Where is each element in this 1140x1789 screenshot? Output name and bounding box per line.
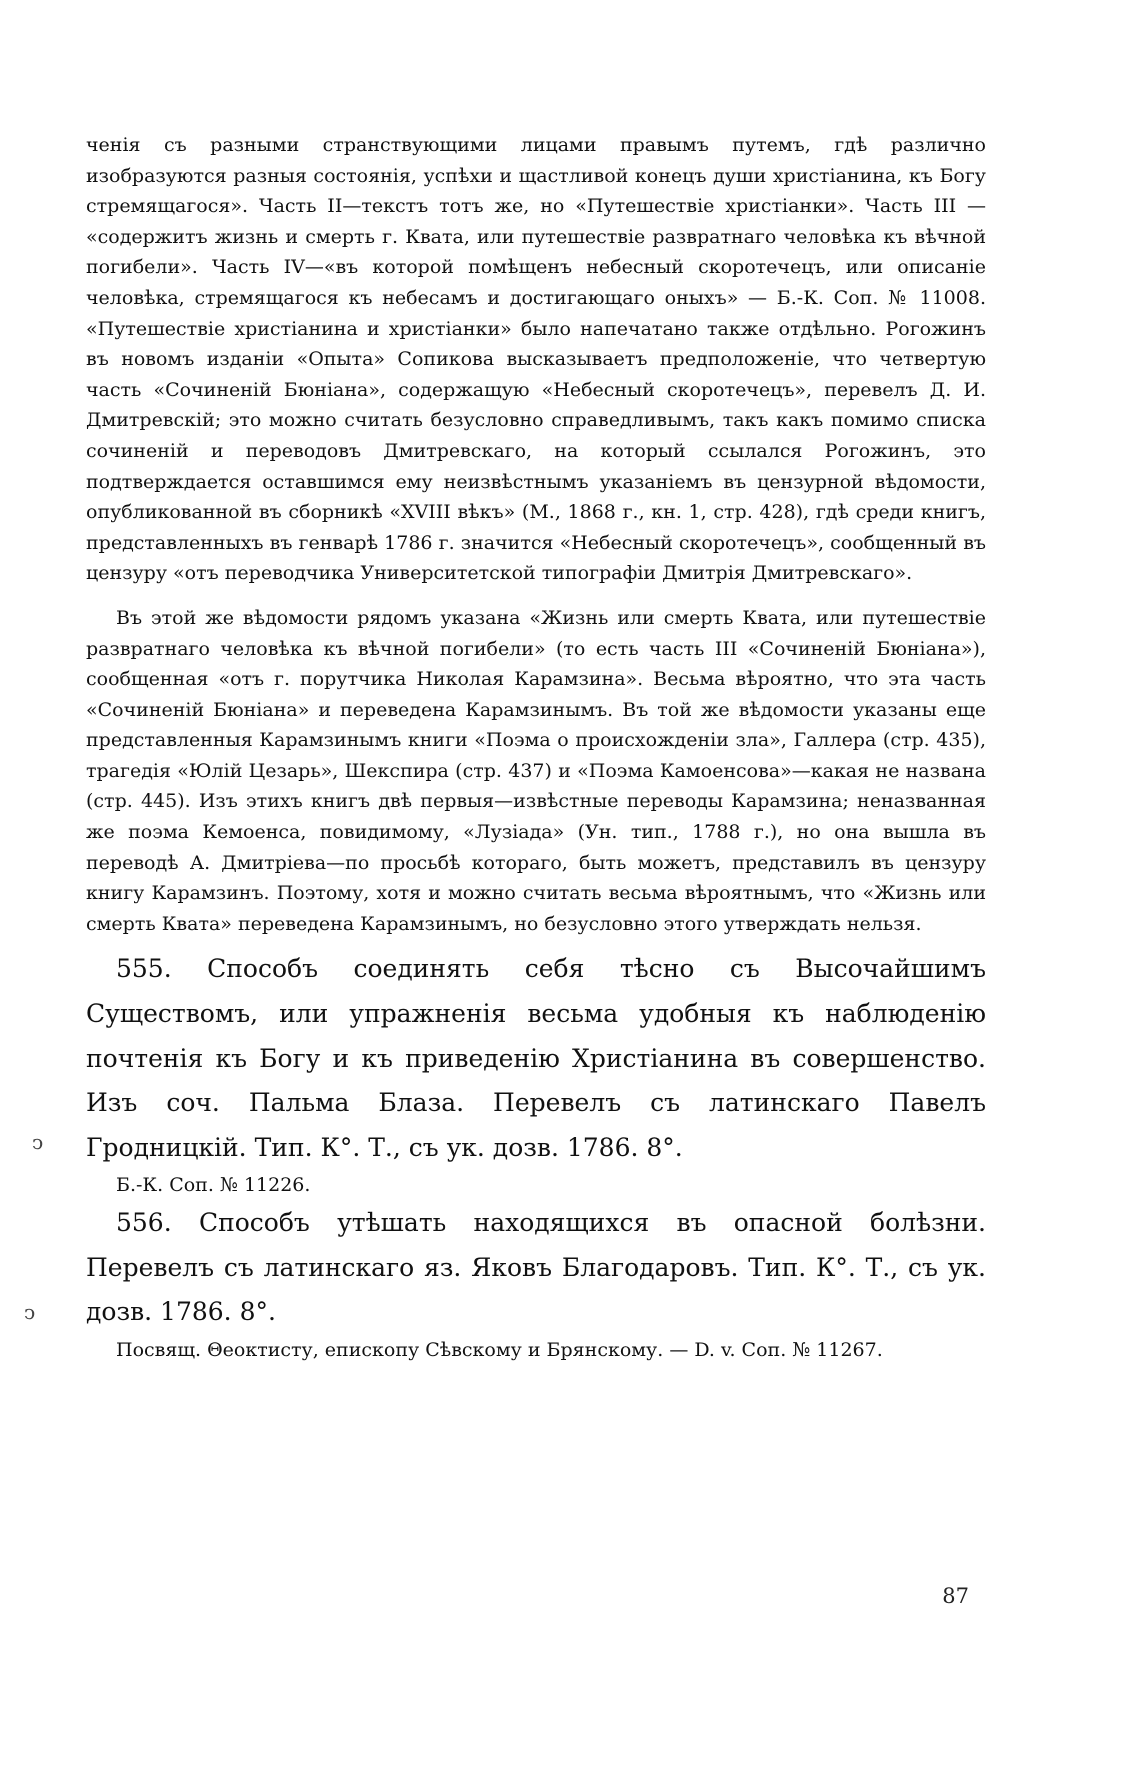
entry-556: 556. Способъ утѣшать находящихся въ опасной болѣзни. Перевелъ съ латинскаго яз. Яковъ Благодаровъ. Тип. К°. Т., съ ук. дозв. 1786. 8°.	[86, 1208, 986, 1327]
page-number: 87	[942, 1584, 969, 1608]
note-555: Б.-К. Соп. № 11226.	[116, 1174, 311, 1197]
paragraph-continuation: ченія съ разными странствующими лицами правымъ путемъ, гдѣ различно изобразуются разныя состоянія, успѣхи и щастливой конецъ души христіанина, къ Богу стремящагося». Часть II—текстъ тотъ же, но «Путешествіе христіанки». Часть III — «содержитъ жизнь и смерть г. Квата, или путешествіе развратнаго человѣка къ вѣчной погибели». Часть IV—«въ которой помѣщенъ небесный скоротечецъ, или описаніе человѣка, стремящагося къ небесамъ и достигающаго оныхъ» — Б.-К. Соп. № 11008. «Путешествіе христіанина и христіанки» было напечатано также отдѣльно. Рогожинъ въ новомъ изданіи «Опыта» Сопикова высказываетъ предположеніе, что четвертую часть «Сочиненій Бюніана», содержащую «Небесный скоротечецъ», перевелъ Д. И. Дмитревскій; это можно считать безусловно справедливымъ, такъ какъ помимо списка сочиненій и переводовъ Дмитревскаго, на который ссылался Рогожинъ, это подтверждается оставшимся ему неизвѣстнымъ указаніемъ въ цензурной вѣдомости, опубликованной въ сборникѣ «XVIII вѣкъ» (М., 1868 г., кн. 1, стр. 428), гдѣ среди книгъ, представленныхъ въ генварѣ 1786 г. значится «Небесный скоротечецъ», сообщенный въ цензуру «отъ переводчика Университетской типографіи Дмитрія Дмитревскаго».	[86, 134, 986, 585]
margin-mark: ↄ	[24, 1300, 36, 1324]
document-page	[86, 130, 986, 1750]
note-556: Посвящ. Θеоктисту, епископу Сѣвскому и Брянскому. — D. v. Соп. № 11267.	[116, 1338, 883, 1361]
margin-mark: ↄ	[32, 1130, 44, 1154]
paragraph-karamzin: Въ этой же вѣдомости рядомъ указана «Жизнь или смерть Квата, или путешествіе развратнаго человѣка къ вѣчной погибели» (то есть часть III «Сочиненій Бюніана»), сообщенная «отъ г. порутчика Николая Карамзина». Весьма вѣроятно, что эта часть «Сочиненій Бюніана» и переведена Карамзинымъ. Въ той же вѣдомости указаны еще представленныя Карамзинымъ книги «Поэма о происхожденіи зла», Галлера (стр. 435), трагедія «Юлій Цезарь», Шекспира (стр. 437) и «Поэма Камоенсова»—какая не названа (стр. 445). Изъ этихъ книгъ двѣ первыя—извѣстные переводы Карамзина; неназванная же поэма Кемоенса, повидимому, «Лузіада» (Ун. тип., 1788 г.), но она вышла въ переводѣ А. Дмитріева—по просьбѣ котораго, быть можетъ, представилъ въ цензуру книгу Карамзинъ. Поэтому, хотя и можно считать весьма вѣроятнымъ, что «Жизнь или смерть Квата» переведена Карамзинымъ, но безусловно этого утверждать нельзя.	[86, 606, 986, 935]
entry-555: 555. Способъ соединять себя тѣсно съ Высочайшимъ Существомъ, или упражненія весьма удобныя къ наблюденію почтенія къ Богу и къ приведенію Христіанина въ совершенство. Изъ соч. Пальма Блаза. Перевелъ съ латинскаго Павелъ Гродницкій. Тип. К°. Т., съ ук. дозв. 1786. 8°.	[86, 954, 986, 1162]
